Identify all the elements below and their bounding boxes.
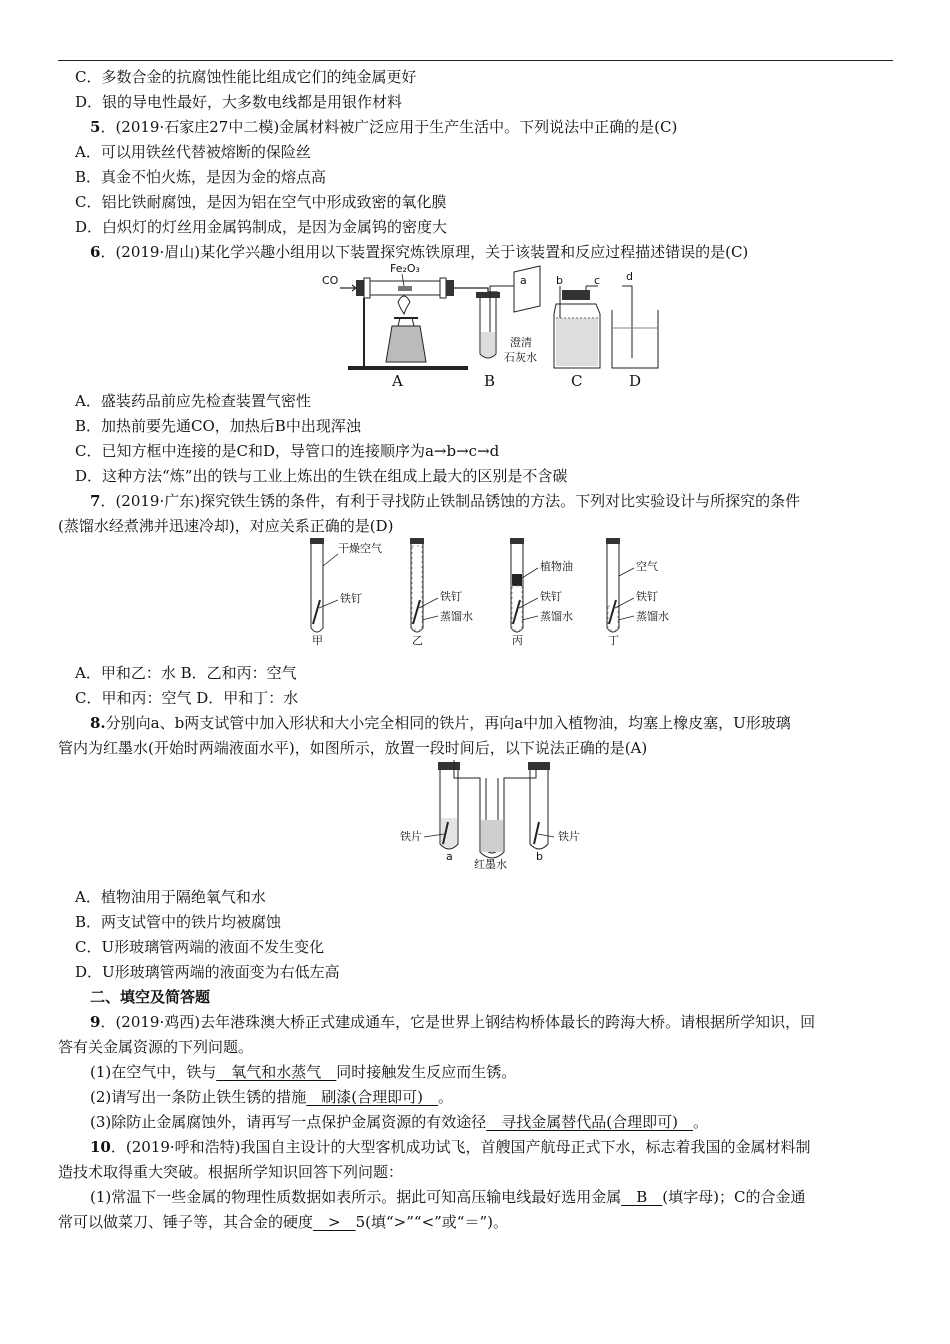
q5-option-c: C．铝比铁耐腐蚀，是因为铝在空气中形成致密的氧化膜 <box>75 193 447 211</box>
water-label-bing: 蒸馏水 <box>540 610 573 623</box>
q5-number: 5 <box>90 118 101 136</box>
q9-answer-1: __氧气和水蒸气__ <box>216 1063 337 1081</box>
q9-part-2: (2)请写出一条防止铁生锈的措施__刷漆(合理即可)__。 <box>90 1088 453 1106</box>
iron-piece-right-label: 铁片 <box>558 830 580 843</box>
apparatus-b-label: B <box>484 372 496 390</box>
q8-option-a: A．植物油用于隔绝氧气和水 <box>75 888 266 906</box>
q5-option-d: D．白炽灯的灯丝用金属钨制成，是因为金属钨的密度大 <box>75 218 448 236</box>
q8-stem-line-2: 管内为红墨水(开始时两端液面水平)，如图所示，放置一段时间后，以下说法正确的是(A) <box>58 739 648 757</box>
co-label: CO <box>322 274 339 287</box>
nail-label-bing: 铁钉 <box>540 590 562 603</box>
apparatus-a-label: A <box>392 372 403 390</box>
q5-option-b: B．真金不怕火炼，是因为金的熔点高 <box>75 168 327 186</box>
port-a-label: a <box>520 274 527 287</box>
q9-stem-line-2: 答有关金属资源的下列问题。 <box>58 1038 254 1056</box>
q7-options-row-2: C．甲和丙：空气 D．甲和丁：水 <box>75 689 299 707</box>
tube-b-label: b <box>536 850 543 863</box>
q8-number: 8. <box>90 714 106 732</box>
oil-label: 植物油 <box>540 560 573 573</box>
port-d-label: d <box>626 270 633 283</box>
q6-number: 6 <box>90 243 101 261</box>
q9-stem-line-1: 9．(2019·鸡西)去年港珠澳大桥正式建成通车，它是世界上钢结构桥体最长的跨海大桥。请根据所学知识，回 <box>90 1013 816 1031</box>
q7-options-row-1: A．甲和乙：水 B．乙和丙：空气 <box>75 664 297 682</box>
q9-number: 9 <box>90 1013 101 1031</box>
section-2-title: 二、填空及简答题 <box>90 988 211 1006</box>
red-ink-label: 红墨水 <box>474 858 507 871</box>
dry-air-label: 干燥空气 <box>338 542 382 555</box>
port-b-label: b <box>556 274 563 287</box>
q4-option-d: D．银的导电性最好，大多数电线都是用银作材料 <box>75 93 403 111</box>
q6-option-c: C．已知方框中连接的是C和D，导管口的连接顺序为a→b→c→d <box>75 442 500 460</box>
q10-answer-1: __B__ <box>621 1188 663 1206</box>
rusting-test-tubes-figure <box>306 536 686 648</box>
water-label-ding: 蒸馏水 <box>636 610 669 623</box>
iron-smelting-apparatus-figure <box>318 262 668 390</box>
q7-number: 7 <box>90 492 101 510</box>
q9-part-1: (1)在空气中，铁与__氧气和水蒸气__同时接触发生反应而生锈。 <box>90 1063 517 1081</box>
q6-option-b: B．加热前要先通CO，加热后B中出现浑浊 <box>75 417 361 435</box>
q8-option-d: D．U形玻璃管两端的液面变为右低左高 <box>75 963 340 981</box>
q6-stem: 6．(2019·眉山)某化学兴趣小组用以下装置探究炼铁原理，关于该装置和反应过程描述错误的是(C) <box>90 243 749 261</box>
water-label-yi: 蒸馏水 <box>440 610 473 623</box>
q9-answer-3: __寻找金属替代品(合理即可)__ <box>486 1113 693 1131</box>
q8-option-b: B．两支试管中的铁片均被腐蚀 <box>75 913 282 931</box>
q9-answer-2: __刷漆(合理即可)__ <box>306 1088 438 1106</box>
apparatus-c-label: C <box>571 372 583 390</box>
q6-option-d: D．这种方法“炼”出的铁与工业上炼出的生铁在组成上最大的区别是不含碳 <box>75 467 568 485</box>
q5-stem: 5．(2019·石家庄27中二模)金属材料被广泛应用于生产生活中。下列说法中正确的是(C) <box>90 118 678 136</box>
q5-option-a: A．可以用铁丝代替被熔断的保险丝 <box>75 143 311 161</box>
fe2o3-label: Fe₂O₃ <box>390 262 420 275</box>
q10-stem-line-2: 造技术取得重大突破。根据所学知识回答下列问题： <box>58 1163 404 1181</box>
iron-piece-left-label: 铁片 <box>400 830 422 843</box>
q10-part-1: (1)常温下一些金属的物理性质数据如表所示。据此可知高压输电线最好选用金属__B__(填字母)；C的合金通 <box>90 1188 806 1206</box>
tube-ding-label: 丁 <box>608 634 619 647</box>
tube-a-label: a <box>446 850 453 863</box>
u-tube-experiment-figure <box>396 760 592 872</box>
q10-part-1-cont: 常可以做菜刀、锤子等，其合金的硬度__>__5(填“>”“<”或“＝”)。 <box>58 1213 508 1231</box>
apparatus-d-label: D <box>629 372 642 390</box>
q10-stem-line-1: 10．(2019·呼和浩特)我国自主设计的大型客机成功试飞，首艘国产航母正式下水，标志着我国的金属材料制 <box>90 1138 811 1156</box>
limewater-label-2: 石灰水 <box>504 351 537 364</box>
nail-label-jia: 铁钉 <box>340 592 362 605</box>
q9-part-3: (3)除防止金属腐蚀外，请再写一点保护金属资源的有效途径__寻找金属替代品(合理即可)__。 <box>90 1113 708 1131</box>
q6-option-a: A．盛装药品前应先检查装置气密性 <box>75 392 311 410</box>
air-label: 空气 <box>636 560 658 573</box>
q7-stem-line-2: (蒸馏水经煮沸并迅速冷却)，对应关系正确的是(D) <box>58 517 394 535</box>
header-rule <box>58 60 893 61</box>
q4-option-c: C．多数合金的抗腐蚀性能比组成它们的纯金属更好 <box>75 68 417 86</box>
q8-stem-line-1: 8.分别向a、b两支试管中加入形状和大小完全相同的铁片，再向a中加入植物油，均塞上橡皮塞，U形玻璃 <box>90 714 791 732</box>
tube-jia-label: 甲 <box>312 634 323 647</box>
port-c-label: c <box>594 274 601 287</box>
q7-stem-line-1: 7．(2019·广东)探究铁生锈的条件，有利于寻找防止铁制品锈蚀的方法。下列对比实验设计与所探究的条件 <box>90 492 801 510</box>
limewater-label-1: 澄清 <box>510 336 532 349</box>
tube-bing-label: 丙 <box>512 634 523 647</box>
nail-label-yi: 铁钉 <box>440 590 462 603</box>
nail-label-ding: 铁钉 <box>636 590 658 603</box>
q10-answer-2: __>__ <box>313 1213 356 1231</box>
q10-number: 10 <box>90 1138 111 1156</box>
tube-yi-label: 乙 <box>412 634 423 647</box>
q8-option-c: C．U形玻璃管两端的液面不发生变化 <box>75 938 325 956</box>
